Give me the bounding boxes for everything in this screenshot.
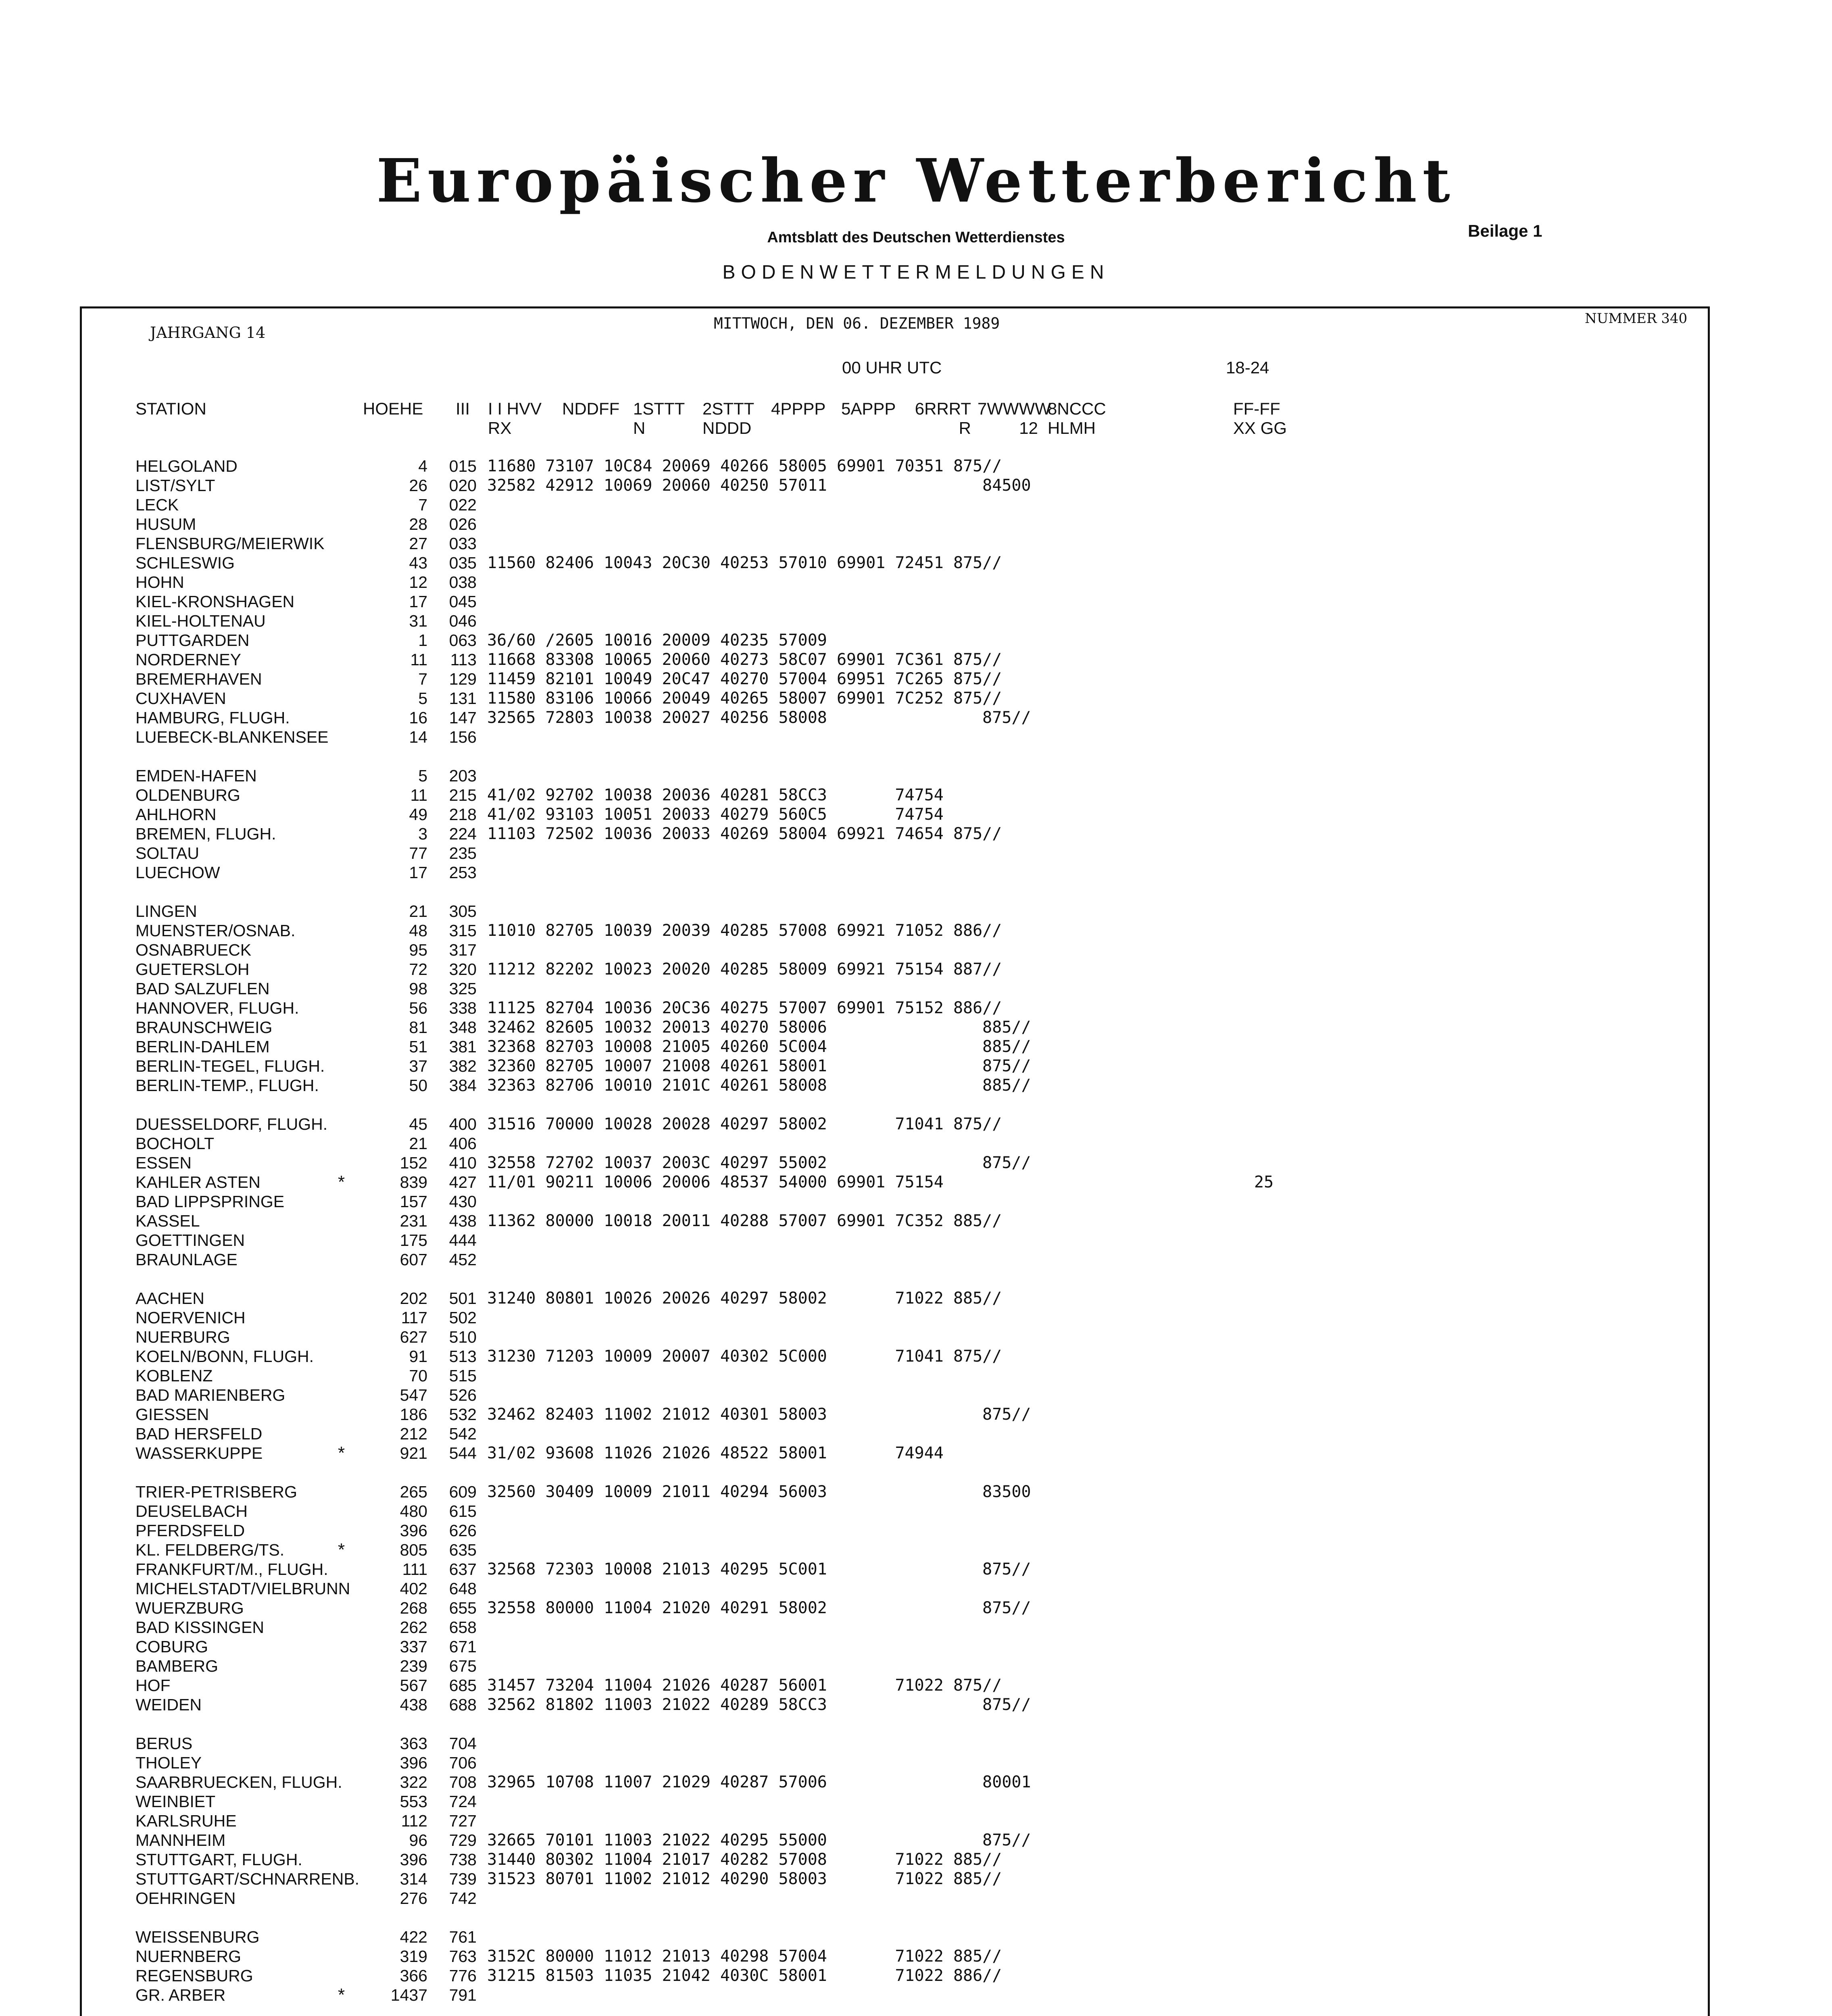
column-header-hoehe: HOEHE [363, 399, 423, 418]
station-name: HAMBURG, FLUGH. [135, 708, 290, 727]
issue-number: NUMMER 340 [1585, 310, 1688, 327]
station-id: 761 [449, 1928, 477, 1946]
station-id: 513 [449, 1347, 477, 1366]
station-name: KIEL-KRONSHAGEN [135, 592, 295, 611]
synop-codes: 11459 82101 10049 20C47 40270 57004 69951 7C265 875// [487, 670, 1002, 688]
station-height: 3 [418, 825, 427, 843]
station-height: 95 [409, 941, 427, 959]
column-header-6rrrt: 6RRRT R [915, 399, 971, 437]
station-name: KARLSRUHE [135, 1812, 237, 1830]
station-id: 708 [449, 1773, 477, 1791]
synop-codes: 11/01 90211 10006 20006 48537 54000 69901 75154 [487, 1173, 944, 1191]
station-height: 26 [409, 476, 427, 495]
station-height: 276 [400, 1889, 427, 1908]
station-id: 215 [449, 786, 477, 804]
station-height: 14 [409, 728, 427, 746]
station-id: 658 [449, 1618, 477, 1637]
column-header-2sttt: 2STTT NDDD [702, 399, 754, 437]
station-id: 727 [449, 1812, 477, 1830]
station-id: 203 [449, 766, 477, 785]
station-id: 427 [449, 1173, 477, 1191]
station-height: 28 [409, 515, 427, 533]
station-name: TRIER-PETRISBERG [135, 1483, 297, 1501]
synop-codes: 36/60 /2605 10016 20009 40235 57009 [487, 631, 827, 650]
station-height: 81 [409, 1018, 427, 1037]
station-height: 175 [400, 1231, 427, 1250]
station-name: OLDENBURG [135, 786, 240, 804]
station-height: 77 [409, 844, 427, 862]
column-header-ff-ff: FF-FF XX GG [1233, 399, 1287, 437]
synop-codes: 41/02 93103 10051 20033 40279 560C5 74754 [487, 805, 944, 824]
synop-codes: 31457 73204 11004 21026 40287 56001 71022 875// [487, 1676, 1002, 1695]
station-id: 729 [449, 1831, 477, 1849]
station-id: 438 [449, 1212, 477, 1230]
station-id: 671 [449, 1637, 477, 1656]
station-name: DUESSELDORF, FLUGH. [135, 1115, 328, 1133]
mountain-station-marker: * [338, 1540, 345, 1560]
station-name: BAD MARIENBERG [135, 1386, 286, 1404]
station-height: 11 [410, 650, 427, 669]
station-height: 96 [409, 1831, 427, 1849]
station-name: WUERZBURG [135, 1599, 244, 1617]
station-id: 156 [449, 728, 477, 746]
station-height: 627 [400, 1328, 427, 1346]
station-id: 742 [449, 1889, 477, 1908]
station-id: 400 [449, 1115, 477, 1133]
station-name: COBURG [135, 1637, 208, 1656]
station-id: 635 [449, 1541, 477, 1559]
station-id: 626 [449, 1521, 477, 1540]
station-name: KL. FELDBERG/TS. [135, 1541, 285, 1559]
station-id: 315 [449, 921, 477, 940]
station-name: FRANKFURT/M., FLUGH. [135, 1560, 328, 1579]
station-id: 776 [449, 1966, 477, 1985]
station-name: WEIDEN [135, 1695, 202, 1714]
column-header-7wwww: 7WWWW 12 [977, 399, 1051, 437]
station-name: LIST/SYLT [135, 476, 215, 495]
station-height: 607 [400, 1250, 427, 1269]
synop-codes: 32462 82605 10032 20013 40270 58006 885// [487, 1018, 1031, 1037]
synop-codes: 31240 80801 10026 20026 40297 58002 71022 885// [487, 1289, 1002, 1308]
station-name: GOETTINGEN [135, 1231, 245, 1250]
station-id: 501 [449, 1289, 477, 1308]
station-height: 11 [410, 786, 427, 804]
station-height: 70 [409, 1366, 427, 1385]
station-name: BOCHOLT [135, 1134, 215, 1153]
synop-codes: 32363 82706 10010 2101C 40261 58008 885// [487, 1076, 1031, 1095]
synop-codes: 31440 80302 11004 21017 40282 57008 71022 885// [487, 1850, 1002, 1869]
mountain-station-marker: * [338, 1172, 345, 1192]
station-id: 763 [449, 1947, 477, 1966]
station-name: BAD HERSFELD [135, 1425, 263, 1443]
station-height: 314 [400, 1870, 427, 1888]
station-height: 363 [400, 1734, 427, 1753]
ff-ff-value: 25 [1254, 1173, 1274, 1191]
station-id: 382 [449, 1057, 477, 1075]
synop-codes: 11362 80000 10018 20011 40288 57007 69901 7C352 885// [487, 1212, 1002, 1230]
station-name: REGENSBURG [135, 1966, 253, 1985]
station-name: BERLIN-TEGEL, FLUGH. [135, 1057, 325, 1075]
station-name: KASSEL [135, 1212, 200, 1230]
synop-codes: 3152C 80000 11012 21013 40298 57004 71022 885// [487, 1947, 1002, 1966]
station-id: 738 [449, 1850, 477, 1869]
station-id: 675 [449, 1657, 477, 1675]
synop-codes: 32558 72702 10037 2003C 40297 55002 875// [487, 1154, 1031, 1172]
station-name: BAD LIPPSPRINGE [135, 1192, 285, 1211]
station-name: HELGOLAND [135, 457, 238, 475]
station-height: 186 [400, 1405, 427, 1424]
station-height: 21 [409, 1134, 427, 1153]
station-id: 348 [449, 1018, 477, 1037]
synop-codes: 31/02 93608 11026 21026 48522 58001 74944 [487, 1444, 944, 1462]
station-id: 325 [449, 979, 477, 998]
column-header-nddff: NDDFF [562, 399, 620, 418]
column-header-8nccc: 8NCCC HLMH [1048, 399, 1106, 437]
station-name: HOHN [135, 573, 184, 591]
station-id: 444 [449, 1231, 477, 1250]
station-id: 688 [449, 1695, 477, 1714]
station-name: AHLHORN [135, 805, 217, 824]
station-name: STUTTGART, FLUGH. [135, 1850, 302, 1869]
station-id: 015 [449, 457, 477, 475]
station-name: AACHEN [135, 1289, 204, 1308]
station-height: 7 [418, 670, 427, 688]
column-header-1ihvv: I I HVV RX [488, 399, 542, 437]
station-id: 704 [449, 1734, 477, 1753]
station-name: SCHLESWIG [135, 554, 235, 572]
station-id: 338 [449, 999, 477, 1017]
station-name: BERUS [135, 1734, 193, 1753]
station-id: 224 [449, 825, 477, 843]
station-name: BAD KISSINGEN [135, 1618, 264, 1637]
station-height: 27 [409, 534, 427, 553]
station-name: BRAUNLAGE [135, 1250, 238, 1269]
station-id: 430 [449, 1192, 477, 1211]
station-height: 319 [400, 1947, 427, 1966]
column-header-1sttt: 1STTT N [633, 399, 685, 437]
synop-codes: 32965 10708 11007 21029 40287 57006 80001 [487, 1773, 1031, 1791]
station-name: LECK [135, 496, 179, 514]
station-name: STUTTGART/SCHNARRENB. [135, 1870, 360, 1888]
synop-codes: 32368 82703 10008 21005 40260 5C004 885// [487, 1037, 1031, 1056]
synop-codes: 41/02 92702 10038 20036 40281 58CC3 74754 [487, 786, 944, 804]
station-name: BAD SALZUFLEN [135, 979, 270, 998]
station-id: 147 [449, 708, 477, 727]
station-height: 839 [400, 1173, 427, 1191]
station-name: OSNABRUECK [135, 941, 252, 959]
station-height: 31 [409, 612, 427, 630]
station-id: 406 [449, 1134, 477, 1153]
synop-codes: 11668 83308 10065 20060 40273 58C07 69901 7C361 875// [487, 650, 1002, 669]
station-height: 567 [400, 1676, 427, 1695]
station-height: 17 [409, 863, 427, 882]
page-subtitle: Amtsblatt des Deutschen Wetterdienstes [767, 229, 1065, 246]
synop-codes: 32462 82403 11002 21012 40301 58003 875// [487, 1405, 1031, 1424]
station-name: DEUSELBACH [135, 1502, 248, 1520]
station-name: NOERVENICH [135, 1308, 246, 1327]
synop-codes: 11680 73107 10C84 20069 40266 58005 69901 70351 875// [487, 457, 1002, 475]
station-height: 402 [400, 1579, 427, 1598]
station-height: 396 [400, 1850, 427, 1869]
synop-codes: 32562 81802 11003 21022 40289 58CC3 875// [487, 1695, 1031, 1714]
station-height: 547 [400, 1386, 427, 1404]
synop-codes: 31523 80701 11002 21012 40290 58003 71022 885// [487, 1870, 1002, 1888]
station-name: HOF [135, 1676, 171, 1695]
station-name: THOLEY [135, 1754, 202, 1772]
station-height: 7 [418, 496, 427, 514]
synop-codes: 32582 42912 10069 20060 40250 57011 84500 [487, 476, 1031, 495]
station-id: 113 [450, 650, 477, 669]
station-id: 305 [449, 902, 477, 921]
station-height: 152 [400, 1154, 427, 1172]
date-label: MITTWOCH, DEN 06. DEZEMBER 1989 [714, 314, 1000, 332]
station-height: 262 [400, 1618, 427, 1637]
station-name: EMDEN-HAFEN [135, 766, 257, 785]
synop-codes: 32360 82705 10007 21008 40261 58001 875// [487, 1057, 1031, 1075]
synop-codes: 32565 72803 10038 20027 40256 58008 875// [487, 708, 1031, 727]
station-name: KAHLER ASTEN [135, 1173, 261, 1191]
station-name: PUTTGARDEN [135, 631, 250, 650]
station-id: 063 [449, 631, 477, 650]
station-id: 131 [449, 689, 477, 708]
station-name: PFERDSFELD [135, 1521, 245, 1540]
station-id: 542 [449, 1425, 477, 1443]
station-name: SOLTAU [135, 844, 199, 862]
station-name: NORDERNEY [135, 650, 241, 669]
column-header-4pppp: 4PPPP [771, 399, 826, 418]
station-name: KIEL-HOLTENAU [135, 612, 266, 630]
station-id: 235 [449, 844, 477, 862]
synop-codes: 11560 82406 10043 20C30 40253 57010 69901 72451 875// [487, 554, 1002, 572]
station-height: 337 [400, 1637, 427, 1656]
station-id: 615 [449, 1502, 477, 1520]
station-height: 37 [409, 1057, 427, 1075]
synop-codes: 11125 82704 10036 20C36 40275 57007 69901 75152 886// [487, 999, 1002, 1017]
synop-codes: 11580 83106 10066 20049 40265 58007 69901 7C252 875// [487, 689, 1002, 708]
station-id: 253 [449, 863, 477, 882]
station-id: 532 [449, 1405, 477, 1424]
supplement-label: Beilage 1 [1468, 221, 1542, 240]
station-height: 157 [400, 1192, 427, 1211]
station-name: MUENSTER/OSNAB. [135, 921, 296, 940]
station-id: 526 [449, 1386, 477, 1404]
station-id: 218 [449, 805, 477, 824]
station-id: 648 [449, 1579, 477, 1598]
station-height: 1 [418, 631, 427, 650]
station-name: WEINBIET [135, 1792, 216, 1811]
station-id: 384 [449, 1076, 477, 1095]
station-height: 21 [409, 902, 427, 921]
station-name: FLENSBURG/MEIERWIK [135, 534, 325, 553]
station-height: 1437 [390, 1986, 427, 2004]
station-id: 020 [449, 476, 477, 495]
time-header-18-24: 18-24 [1226, 358, 1269, 377]
mountain-station-marker: * [338, 1985, 345, 2005]
station-id: 026 [449, 515, 477, 533]
synop-codes: 31215 81503 11035 21042 4030C 58001 71022 886// [487, 1966, 1002, 1985]
station-height: 50 [409, 1076, 427, 1095]
station-id: 410 [449, 1154, 477, 1172]
station-height: 48 [409, 921, 427, 940]
station-name: KOBLENZ [135, 1366, 213, 1385]
station-height: 117 [401, 1308, 427, 1327]
volume-label: JAHRGANG 14 [150, 324, 266, 342]
station-name: BREMEN, FLUGH. [135, 825, 276, 843]
station-height: 43 [409, 554, 427, 572]
synop-codes: 32665 70101 11003 21022 40295 55000 875// [487, 1831, 1031, 1849]
synop-codes: 31516 70000 10028 20028 40297 58002 71041 875// [487, 1115, 1002, 1133]
station-name: NUERNBERG [135, 1947, 241, 1966]
station-name: GUETERSLOH [135, 960, 250, 979]
station-height: 438 [400, 1695, 427, 1714]
station-id: 317 [449, 941, 477, 959]
station-id: 515 [449, 1366, 477, 1385]
column-header-station: STATION [135, 399, 206, 418]
station-height: 91 [409, 1347, 427, 1366]
station-id: 724 [449, 1792, 477, 1811]
station-name: LUEBECK-BLANKENSEE [135, 728, 329, 746]
station-id: 544 [449, 1444, 477, 1462]
station-id: 609 [449, 1483, 477, 1501]
time-header-00utc: 00 UHR UTC [842, 358, 942, 377]
station-name: GR. ARBER [135, 1986, 226, 2004]
station-id: 035 [449, 554, 477, 572]
station-height: 396 [400, 1754, 427, 1772]
station-name: WEISSENBURG [135, 1928, 260, 1946]
station-name: HANNOVER, FLUGH. [135, 999, 299, 1017]
column-header-5appp: 5APPP [841, 399, 896, 418]
station-name: NUERBURG [135, 1328, 230, 1346]
station-name: MANNHEIM [135, 1831, 226, 1849]
mountain-station-marker: * [338, 1443, 345, 1463]
station-id: 022 [449, 496, 477, 514]
page-title: Europäischer Wetterbericht [376, 146, 1456, 216]
station-height: 921 [400, 1444, 427, 1462]
station-id: 502 [449, 1308, 477, 1327]
station-height: 16 [409, 708, 427, 727]
station-height: 112 [401, 1812, 427, 1830]
station-height: 553 [400, 1792, 427, 1811]
synop-codes: 32560 30409 10009 21011 40294 56003 83500 [487, 1483, 1031, 1501]
station-id: 685 [449, 1676, 477, 1695]
station-id: 452 [449, 1250, 477, 1269]
station-name: KOELN/BONN, FLUGH. [135, 1347, 314, 1366]
synop-codes: 32558 80000 11004 21020 40291 58002 875// [487, 1599, 1031, 1617]
station-id: 791 [449, 1986, 477, 2004]
station-name: MICHELSTADT/VIELBRUNN [135, 1579, 350, 1598]
station-name: BAMBERG [135, 1657, 219, 1675]
station-height: 231 [400, 1212, 427, 1230]
station-height: 49 [409, 805, 427, 824]
station-height: 111 [402, 1560, 427, 1579]
station-id: 637 [449, 1560, 477, 1579]
synop-codes: 11103 72502 10036 20033 40269 58004 69921 74654 875// [487, 825, 1002, 843]
station-id: 038 [449, 573, 477, 591]
station-name: BRAUNSCHWEIG [135, 1018, 273, 1037]
station-height: 98 [409, 979, 427, 998]
station-name: WASSERKUPPE [135, 1444, 263, 1462]
station-height: 51 [409, 1037, 427, 1056]
synop-codes: 11010 82705 10039 20039 40285 57008 69921 71052 886// [487, 921, 1002, 940]
station-id: 129 [449, 670, 477, 688]
station-id: 706 [449, 1754, 477, 1772]
station-id: 739 [449, 1870, 477, 1888]
station-id: 655 [449, 1599, 477, 1617]
synop-codes: 32568 72303 10008 21013 40295 5C001 875// [487, 1560, 1031, 1579]
synop-codes: 31230 71203 10009 20007 40302 5C000 71041 875// [487, 1347, 1002, 1366]
station-name: ESSEN [135, 1154, 192, 1172]
station-name: GIESSEN [135, 1405, 209, 1424]
station-id: 381 [449, 1037, 477, 1056]
station-height: 366 [400, 1966, 427, 1985]
station-height: 4 [418, 457, 427, 475]
station-name: BERLIN-TEMP., FLUGH. [135, 1076, 319, 1095]
station-height: 45 [409, 1115, 427, 1133]
station-height: 5 [418, 689, 427, 708]
station-name: SAARBRUECKEN, FLUGH. [135, 1773, 342, 1791]
section-heading: BODENWETTERMELDUNGEN [722, 262, 1110, 283]
station-height: 5 [418, 766, 427, 785]
station-height: 396 [400, 1521, 427, 1540]
station-height: 422 [400, 1928, 427, 1946]
column-header-iii: III [456, 399, 470, 418]
station-height: 322 [400, 1773, 427, 1791]
station-name: BERLIN-DAHLEM [135, 1037, 270, 1056]
station-height: 17 [409, 592, 427, 611]
station-name: HUSUM [135, 515, 196, 533]
station-name: BREMERHAVEN [135, 670, 262, 688]
station-name: LUECHOW [135, 863, 220, 882]
station-height: 56 [409, 999, 427, 1017]
station-name: CUXHAVEN [135, 689, 226, 708]
station-id: 046 [449, 612, 477, 630]
station-id: 045 [449, 592, 477, 611]
station-height: 265 [400, 1483, 427, 1501]
station-height: 72 [409, 960, 427, 979]
station-height: 805 [400, 1541, 427, 1559]
station-height: 480 [400, 1502, 427, 1520]
station-height: 212 [400, 1425, 427, 1443]
station-name: LINGEN [135, 902, 197, 921]
station-height: 268 [400, 1599, 427, 1617]
station-id: 320 [449, 960, 477, 979]
station-id: 510 [449, 1328, 477, 1346]
station-name: OEHRINGEN [135, 1889, 236, 1908]
station-id: 033 [449, 534, 477, 553]
station-height: 239 [400, 1657, 427, 1675]
station-height: 12 [409, 573, 427, 591]
station-height: 202 [400, 1289, 427, 1308]
synop-codes: 11212 82202 10023 20020 40285 58009 69921 75154 887// [487, 960, 1002, 979]
